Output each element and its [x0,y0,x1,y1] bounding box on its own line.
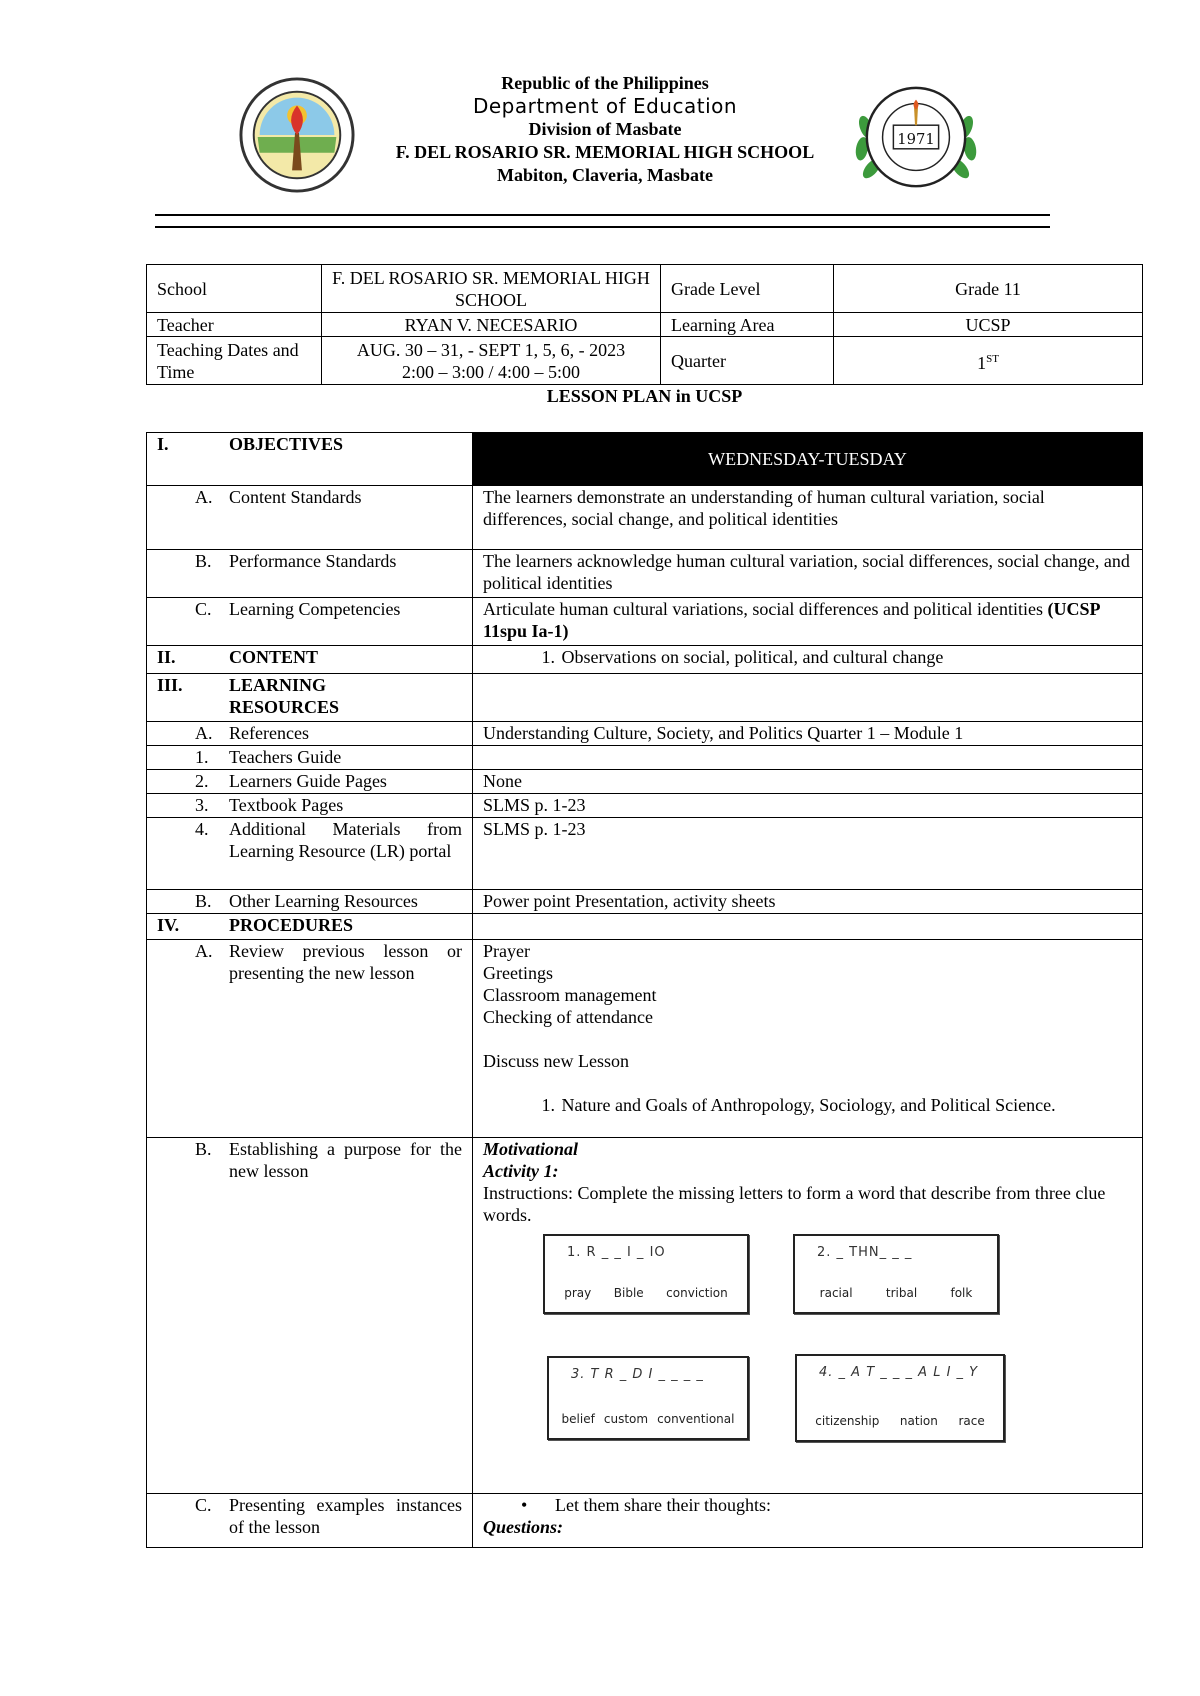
competency-text: Articulate human cultural variations, social differences and political identities [483,599,1043,619]
clue-hint: citizenship [815,1414,880,1428]
item-label: Establishing a purpose for the new lesson [229,1139,462,1181]
teachers-guide-label [147,746,473,770]
grade-level-label: Grade Level [661,265,834,313]
content-value [473,646,1143,674]
questions-heading: Questions: [483,1517,564,1537]
establishing-purpose-value [473,1138,1143,1494]
teaching-dates-value [322,337,661,385]
discuss-new-lesson: Discuss new Lesson [483,1051,629,1071]
references-value: Understanding Culture, Society, and Politics Quarter 1 – Module 1 [473,722,1143,746]
section-label: PROCEDURES [229,915,354,935]
procedures-section [147,914,473,940]
teacher-value: RYAN V. NECESARIO [322,313,661,337]
item-marker: B. [195,891,212,911]
competency-code: (UCSP 11spu Ia-1) [483,599,1100,641]
clue-box-2 [793,1234,999,1314]
item-label: Review previous lesson or presenting the new lesson [229,941,462,983]
learners-guide-value: None [473,770,1143,794]
section-label: OBJECTIVES [229,434,344,454]
additional-materials-value: SLMS p. 1-23 [473,818,1143,890]
clue-word: 1. R _ _ I _ IO [567,1245,666,1260]
clue-hint: conventional [657,1412,735,1426]
day-header: WEDNESDAY-TUESDAY [473,433,1143,486]
other-resources-label [147,890,473,914]
lesson-title: LESSON PLAN in UCSP [546,386,743,406]
review-item: Prayer [483,941,530,961]
bullet-text: Let them share their thoughts: [555,1495,771,1515]
objectives-section [147,433,473,486]
performance-standards-label [147,550,473,598]
item-label: Other Learning Resources [229,891,418,911]
motivational-heading: Motivational [483,1139,579,1159]
item-label: Presenting examples instances of the lesson [229,1495,462,1537]
clue-hint: race [958,1414,985,1428]
deped-seal-icon [238,76,356,194]
clue-word: 3. T R _ D I _ _ _ _ [571,1367,704,1382]
discuss-item [483,1094,1132,1116]
teaching-time-line: 2:00 – 3:00 / 4:00 – 5:00 [401,361,580,382]
header-separator [155,214,1050,228]
presenting-examples-label [147,1494,473,1548]
school-seal-year: 1971 [897,130,935,148]
school-value: F. DEL ROSARIO SR. MEMORIAL HIGH SCHOOL [322,265,661,313]
procedures-value [473,914,1143,940]
clue-box-3 [547,1356,749,1440]
quarter-number: 1 [977,352,987,373]
content-item-text: Observations on social, political, and cultural change [561,647,944,667]
item-marker: 4. [195,819,209,839]
clue-word-activity [483,1226,1132,1444]
section-label: LEARNING RESOURCES [229,675,340,717]
item-marker: A. [195,487,213,507]
item-marker: C. [195,599,212,619]
item-label: References [229,723,309,743]
content-section [147,646,473,674]
header-department: Department of Education [472,94,738,118]
clue-hint: conviction [666,1286,728,1300]
clue-hint: Bible [613,1286,644,1300]
school-seal-icon [852,78,980,196]
review-lesson-label [147,940,473,1138]
school-label: School [147,265,322,313]
references-label [147,722,473,746]
header-republic: Republic of the Philippines [501,73,709,93]
textbook-pages-label [147,794,473,818]
clue-hints [803,1282,989,1304]
teaching-dates-label: Teaching Dates and Time [147,337,322,385]
discuss-item-marker: 1. [541,1095,555,1115]
item-marker: 3. [195,795,209,815]
learners-guide-label [147,770,473,794]
teachers-guide-value [473,746,1143,770]
review-item: Greetings [483,963,553,983]
section-number: III. [157,675,183,695]
lesson-plan-table [146,432,1143,1548]
clue-word: 2. _ THN_ _ _ [817,1245,913,1260]
lesson-info-table [146,264,1143,385]
section-label: CONTENT [229,647,319,667]
additional-materials-label [147,818,473,890]
clue-hint: racial [819,1286,853,1300]
activity-heading: Activity 1: [483,1161,559,1181]
other-resources-value: Power point Presentation, activity sheets [473,890,1143,914]
discuss-item-text: Nature and Goals of Anthropology, Sociology, and Political Science. [561,1095,1056,1115]
content-standards-label [147,486,473,550]
quarter-suffix: ST [986,352,999,365]
header-division: Division of Masbate [528,119,682,139]
item-label: Learning Competencies [229,599,401,619]
item-marker: C. [195,1495,212,1515]
presenting-examples-value [473,1494,1143,1548]
teacher-label: Teacher [147,313,322,337]
teaching-dates-line: AUG. 30 – 31, - SEPT 1, 5, 6, - 2023 [356,339,626,360]
review-lesson-value [473,940,1143,1138]
header-school: F. DEL ROSARIO SR. MEMORIAL HIGH SCHOOL [395,142,815,162]
clue-box-1 [543,1234,749,1314]
learning-competencies-value [473,598,1143,646]
quarter-label: Quarter [661,337,834,385]
learning-resources-value [473,674,1143,722]
section-number: IV. [157,915,180,935]
clue-hint: pray [564,1286,592,1300]
item-marker: A. [195,723,213,743]
grade-level-value: Grade 11 [834,265,1143,313]
quarter-value [834,337,1143,385]
letterhead [0,72,1200,202]
learning-competencies-label [147,598,473,646]
learning-area-value: UCSP [834,313,1143,337]
clue-hint: folk [950,1286,973,1300]
learning-resources-section [147,674,473,722]
item-marker: 2. [195,771,209,791]
item-marker: A. [195,941,213,961]
textbook-pages-value: SLMS p. 1-23 [473,794,1143,818]
share-thoughts-item [483,1494,1132,1516]
item-label: Textbook Pages [229,795,344,815]
header-address: Mabiton, Claveria, Masbate [497,165,713,185]
item-marker: B. [195,1139,212,1159]
clue-box-4 [795,1354,1005,1442]
item-label: Learners Guide Pages [229,771,387,791]
clue-hint: tribal [885,1286,918,1300]
clue-hint: nation [899,1414,938,1428]
establishing-purpose-label [147,1138,473,1494]
item-label: Performance Standards [229,551,397,571]
activity-instructions: Instructions: Complete the missing letters to form a word that describe from three clue words. [483,1183,1106,1225]
section-number: II. [157,647,176,667]
clue-hint: belief [561,1412,595,1426]
content-item-marker: 1. [541,647,555,667]
learning-area-label: Learning Area [661,313,834,337]
review-item: Checking of attendance [483,1007,653,1027]
clue-hint: custom [603,1412,649,1426]
clue-word: 4. _ A T _ _ _ A L I _ Y [819,1365,979,1380]
review-item: Classroom management [483,985,657,1005]
item-marker: 1. [195,747,209,767]
section-number: I. [157,434,169,454]
item-label: Teachers Guide [229,747,342,767]
item-marker: B. [195,551,212,571]
item-label: Additional Materials from Learning Resource (LR) portal [229,819,462,861]
clue-hints [805,1410,995,1432]
performance-standards-value: The learners acknowledge human cultural variation, social differences, social change, and political identities [473,550,1143,598]
content-standards-value: The learners demonstrate an understanding of human cultural variation, social differences, social change, and political identities [473,486,1143,550]
clue-hints [553,1282,739,1304]
clue-hints [557,1408,739,1430]
item-label: Content Standards [229,487,362,507]
